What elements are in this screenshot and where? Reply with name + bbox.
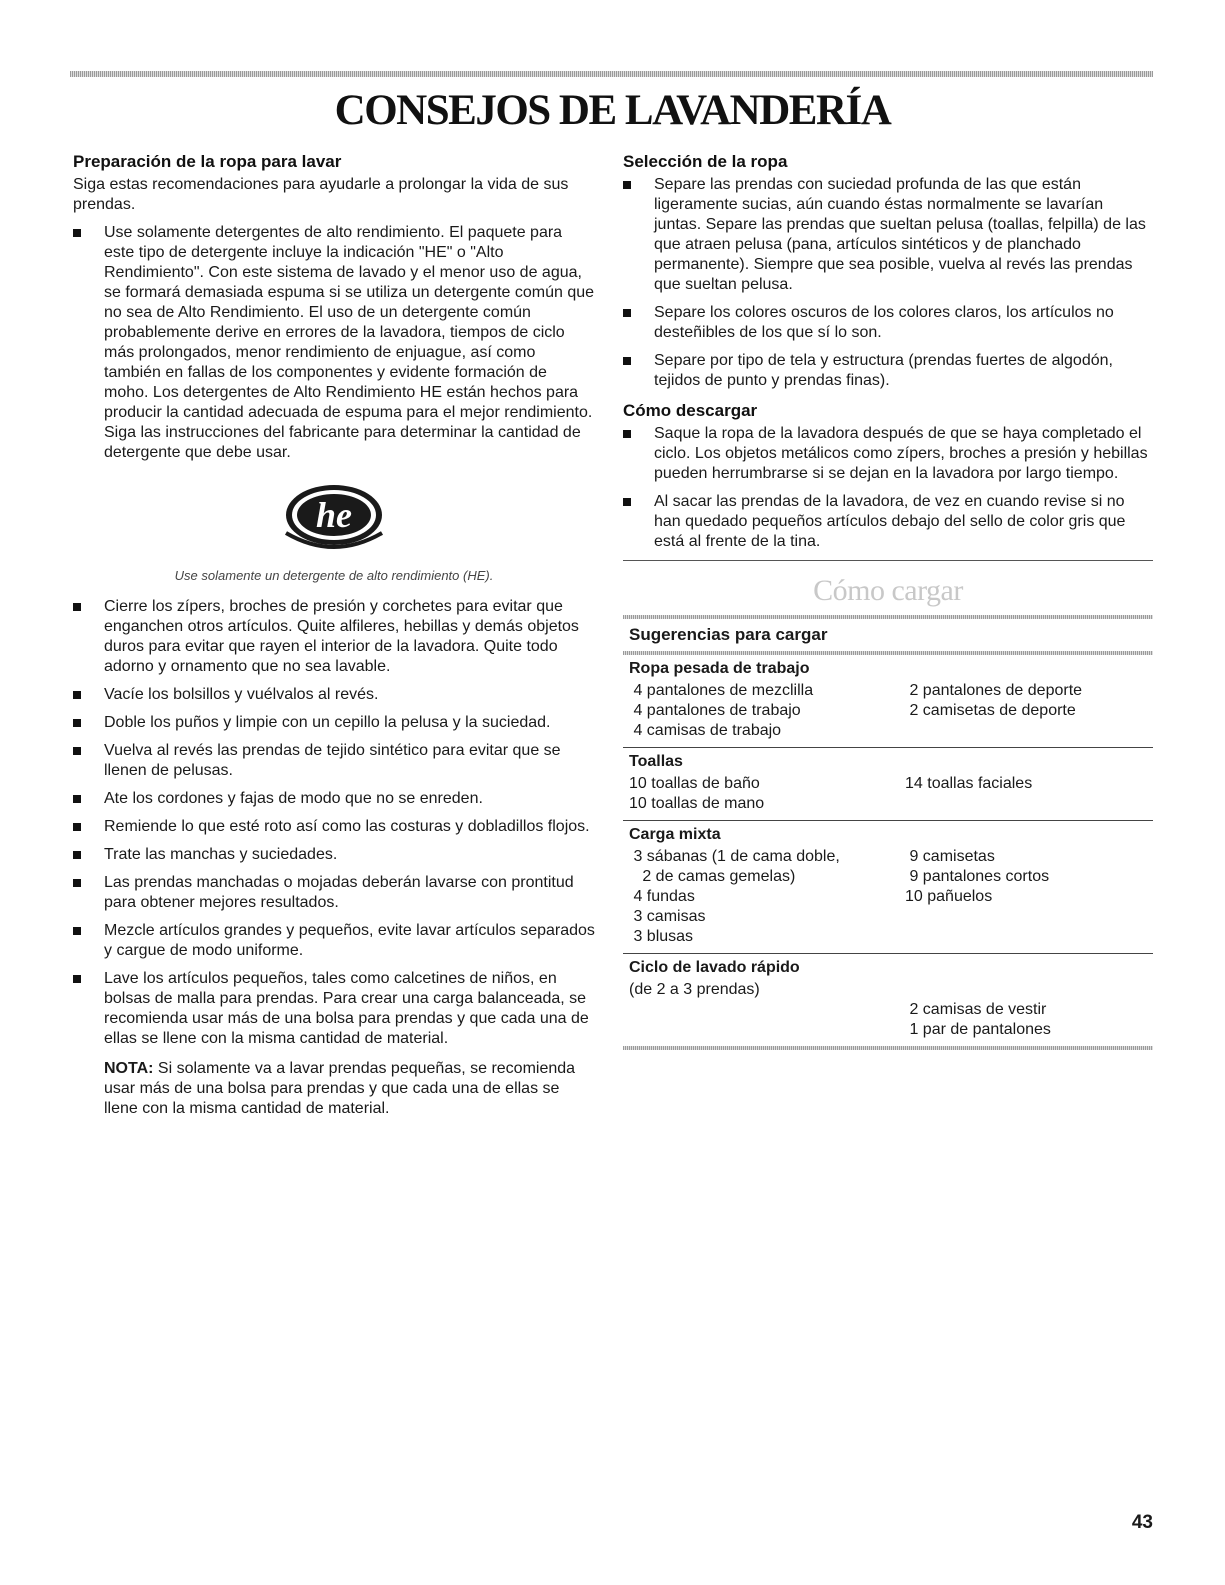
load-group-title: Ropa pesada de trabajo [629,660,810,677]
load-group-title: Carga mixta [629,826,721,843]
bullet-text: Ate los cordones y fajas de modo que no se enreden. [104,790,483,807]
bullet-item [623,492,1153,552]
he-logo [73,481,595,564]
load-subtitle: Sugerencias para cargar [629,625,828,644]
bullet-text: Vuelva al revés las prendas de tejido sintético para evitar que se llenen de pelusas. [104,742,561,779]
load-group-items [629,1000,1153,1040]
note-label: NOTA: [104,1060,154,1077]
load-column [629,681,905,741]
bullet-text: Lave los artículos pequeños, tales como calcetines de niños, en bolsas de malla para prendas. Para crear una carga balanceada, se recomienda usar más de una bolsa para prendas y que cada una de ellas se llene con la misma cantidad de material. [104,970,589,1047]
load-column [905,681,1153,741]
square-bullet-icon [73,851,81,859]
square-bullet-icon [73,975,81,983]
bullet-text: Las prendas manchadas o mojadas deberán lavarse con prontitud para obtener mejores resultados. [104,874,574,911]
bullet-text: Use solamente detergentes de alto rendimiento. El paquete para este tipo de detergente incluye la indicación "HE" o "Alto Rendimiento". Con este sistema de lavado y el menor uso de agua, se formará demasiada espuma si se utiliza un detergente común que no sea de Alto Rendimiento. El uso de un detergente común probablemente derive en errores de la lavadora, tiempos de ciclo más prolongados, menor rendimiento de enjuague, así como también en fallas de los componentes y evidente formación de moho. Los detergentes de Alto Rendimiento HE están hechos para producir la cantidad adecuada de espuma para el mejor rendimiento. Siga las instrucciones del fabricante para determinar la cantidad de detergente que debe usar. [104,224,595,461]
right-column [623,152,1153,1050]
load-group-title: Ciclo de lavado rápido [629,959,800,976]
bullet-item [73,223,595,463]
load-item: 1 par de pantalones [905,1021,1051,1038]
page-number: 43 [1131,1512,1153,1533]
bullet-item [623,175,1153,295]
square-bullet-icon [73,603,81,611]
bullet-item [623,303,1153,343]
load-column [905,774,1153,814]
load-item: 10 toallas de baño [629,775,760,792]
square-bullet-icon [73,927,81,935]
load-group-items [629,847,1153,947]
load-item: 3 blusas [629,928,694,945]
bullet-item [73,741,595,781]
load-item: 4 pantalones de mezclilla [629,682,814,699]
bullet-text: Mezcle artículos grandes y pequeños, evite lavar artículos separados y cargue de modo uniforme. [104,922,595,959]
load-item: 2 camisetas de deporte [905,702,1076,719]
load-item: 10 toallas de mano [629,795,765,812]
bullet-text: Separe las prendas con suciedad profunda de las que están ligeramente sucias, aún cuando éstas normalmente se lavarían juntas. Separe las prendas que sueltan pelusa (toallas, felpilla) de las que atraen pelusa (pana, artículos sintéticos y de planchado permanente). Siempre que sea posible, vuelva al revés las prendas que sueltan pelusa. [654,176,1146,293]
square-bullet-icon [73,823,81,831]
load-group [623,655,1153,748]
load-item: 3 sábanas (1 de cama doble, [629,848,840,865]
load-column [629,1000,905,1040]
left-column [73,152,595,1119]
sort-heading: Selección de la ropa [623,152,788,171]
load-item: 2 pantalones de deporte [905,682,1083,699]
unload-bullets [623,424,1153,552]
he-logo-text: he [316,495,352,535]
load-item: 9 pantalones cortos [905,868,1050,885]
load-item: 4 fundas [629,888,695,905]
bullet-item [73,969,595,1049]
sort-bullets [623,175,1153,391]
bullet-item [623,424,1153,484]
bullet-item [73,845,595,865]
bullet-text: Remiende lo que esté roto así como las costuras y dobladillos flojos. [104,818,590,835]
square-bullet-icon [73,879,81,887]
prep-heading: Preparación de la ropa para lavar [73,152,342,171]
load-column [905,847,1153,947]
bullet-item [73,713,595,733]
load-column [629,774,905,814]
load-item: 10 pañuelos [905,888,993,905]
bullet-item [623,351,1153,391]
load-group [623,954,1153,1046]
load-item: 3 camisas [629,908,706,925]
prep-intro: Siga estas recomendaciones para ayudarle a prolongar la vida de sus prendas. [73,176,569,213]
top-dotted-rule [70,71,1153,77]
square-bullet-icon [73,795,81,803]
bullet-text: Vacíe los bolsillos y vuélvalos al revés. [104,686,379,703]
bullet-text: Separe por tipo de tela y estructura (prendas fuertes de algodón, tejidos de punto y prendas finas). [654,352,1113,389]
square-bullet-icon [73,747,81,755]
load-group [623,821,1153,954]
bullet-item [73,685,595,705]
bullet-item [73,597,595,677]
bullet-text: Doble los puños y limpie con un cepillo la pelusa y la suciedad. [104,714,551,731]
load-group-items [629,681,1153,741]
load-groups [623,655,1153,1046]
load-dotted-rule [623,615,1153,619]
bullet-text: Saque la ropa de la lavadora después de que se haya completado el ciclo. Los objetos metálicos como zípers, broches a presión y hebillas pueden herrumbrarse si se dejan en la lavadora por largo tiempo. [654,425,1148,482]
load-group [623,748,1153,821]
prep-bullets-top [73,223,595,463]
load-group-note: (de 2 a 3 prendas) [629,981,760,998]
load-group-title: Toallas [629,753,683,770]
he-logo-icon [264,481,404,559]
unload-heading: Cómo descargar [623,401,758,420]
bullet-text: Separe los colores oscuros de los colores claros, los artículos no desteñibles de los que sí lo son. [654,304,1114,341]
bullet-text: Al sacar las prendas de la lavadora, de vez en cuando revise si no han quedado pequeños artículos debajo del sello de color gris que está al frente de la tina. [654,493,1126,550]
square-bullet-icon [623,309,631,317]
square-bullet-icon [73,719,81,727]
load-title: Cómo cargar [813,574,963,607]
bullet-item [73,921,595,961]
bullet-item [73,873,595,913]
bullet-item [73,789,595,809]
square-bullet-icon [73,229,81,237]
load-item: 2 camisas de vestir [905,1001,1047,1018]
bullet-text: Trate las manchas y suciedades. [104,846,338,863]
load-item: 4 pantalones de trabajo [629,702,801,719]
load-item: 4 camisas de trabajo [629,722,782,739]
prep-bullets-bottom [73,597,595,1049]
section-divider [623,560,1153,561]
load-item: 9 camisetas [905,848,995,865]
square-bullet-icon [623,430,631,438]
square-bullet-icon [623,498,631,506]
page-title: CONSEJOS DE LAVANDERÍA [334,87,891,134]
load-bottom-rule [623,1046,1153,1050]
note-paragraph [104,1059,595,1119]
square-bullet-icon [73,691,81,699]
load-item: 2 de camas gemelas) [629,868,796,885]
load-item: 14 toallas faciales [905,775,1033,792]
square-bullet-icon [623,357,631,365]
bullet-item [73,817,595,837]
load-column [905,1000,1153,1040]
load-group-items [629,774,1153,814]
load-column [629,847,905,947]
bullet-text: Cierre los zípers, broches de presión y corchetes para evitar que enganchen otros artículos. Quite alfileres, hebillas y demás objetos duros para evitar que rayen el interior de la lavadora. Quite todo adorno y ornamento que no sea lavable. [104,598,579,675]
he-caption: Use solamente un detergente de alto rendimiento (HE). [174,568,494,583]
square-bullet-icon [623,181,631,189]
note-text: Si solamente va a lavar prendas pequeñas, se recomienda usar más de una bolsa para prendas y que cada una de ellas se llene con la misma cantidad de material. [104,1060,576,1117]
